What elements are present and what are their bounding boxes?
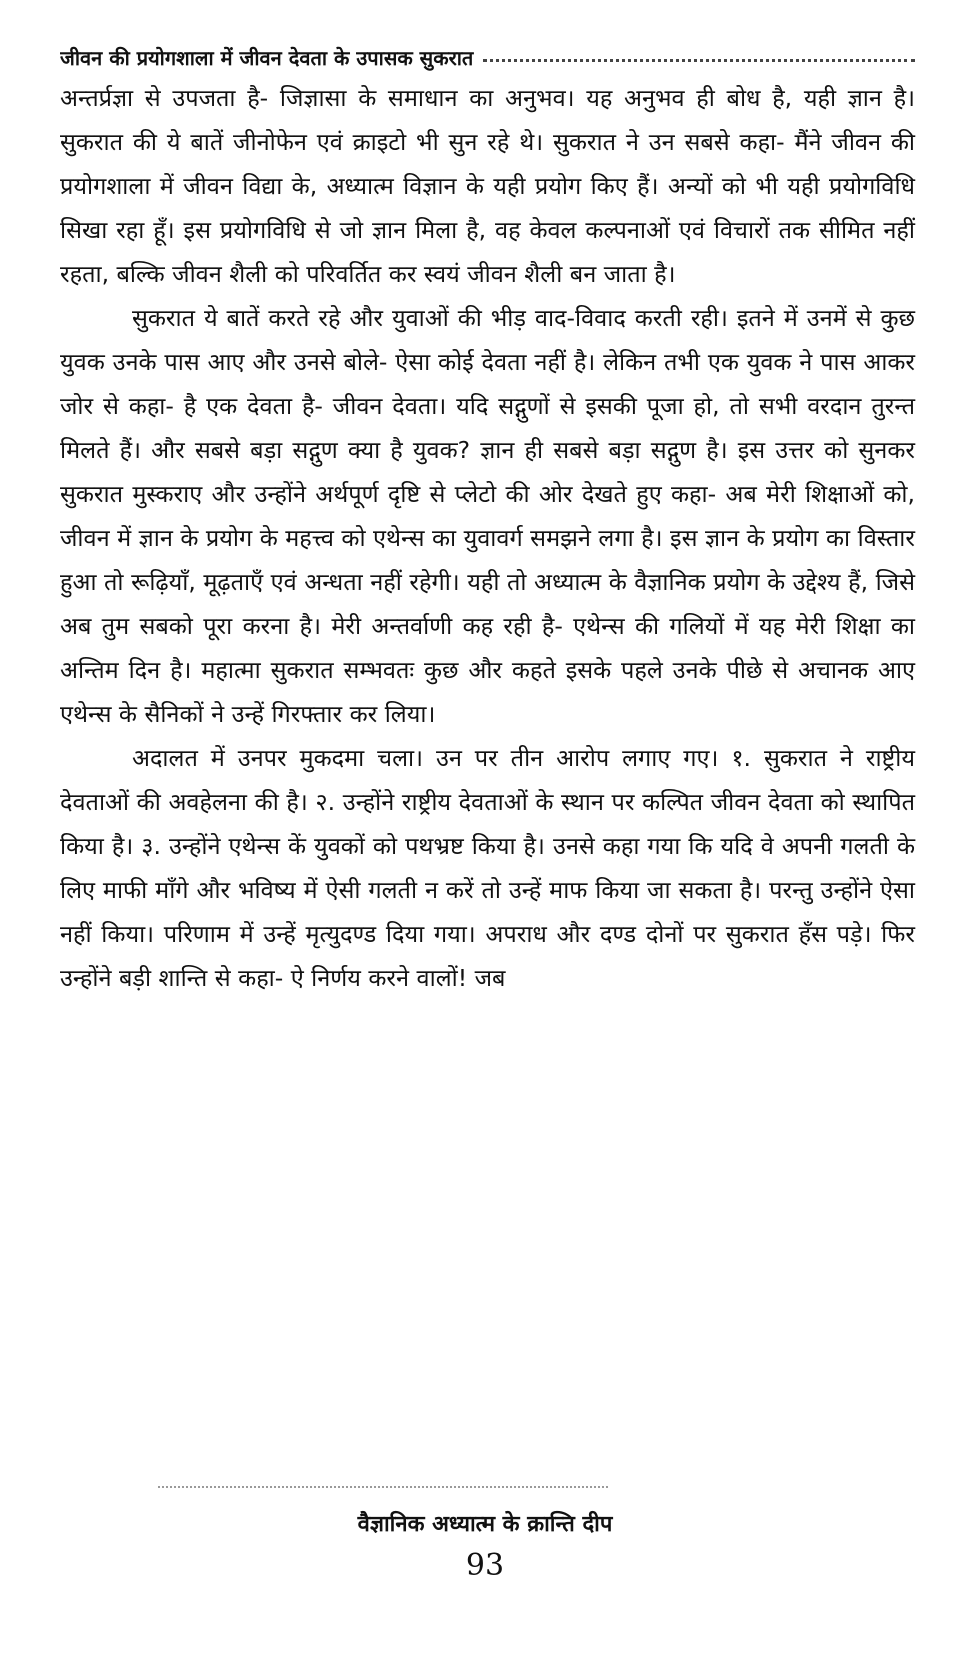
header-dot-leader [483, 59, 915, 62]
footer-dotted-rule [158, 1486, 608, 1488]
paragraph-3: अदालत में उनपर मुकदमा चला। उन पर तीन आरोप लगाए गए। १. सुकरात ने राष्ट्रीय देवताओं की अवहेलना की है। २. उन्होंने राष्ट्रीय देवताओं के स्थान पर कल्पित जीवन देवता को स्थापित किया है। ३. उन्होंने एथेन्स कें युवकों को पथभ्रष्ट किया है। उनसे कहा गया कि यदि वे अपनी गलती के लिए माफी माँगे और भविष्य में ऐसी गलती न करें तो उन्हें माफ किया जा सकता है। परन्तु उन्होंने ऐसा नहीं किया। परिणाम में उन्हें मृत्युदण्ड दिया गया। अपराध और दण्ड दोनों पर सुकरात हँस पड़े। फिर उन्होंने बड़ी शान्ति से कहा- ऐ निर्णय करने वालों! जब [60, 744, 915, 992]
paragraph-2: सुकरात ये बातें करते रहे और युवाओं की भीड़ वाद-विवाद करती रही। इतने में उनमें से कुछ युवक उनके पास आए और उनसे बोले- ऐसा कोई देवता नहीं है। लेकिन तभी एक युवक ने पास आकर जोर से कहा- है एक देवता है- जीवन देवता। यदि सद्गुणों से इसकी पूजा हो, तो सभी वरदान तुरन्त मिलते हैं। और सबसे बड़ा सद्गुण क्या है युवक? ज्ञान ही सबसे बड़ा सद्गुण है। इस उत्तर को सुनकर सुकरात मुस्कराए और उन्होंने अर्थपूर्ण दृष्टि से प्लेटो की ओर देखते हुए कहा- अब मेरी शिक्षाओं को, जीवन में ज्ञान के प्रयोग के महत्त्व को एथेन्स का युवावर्ग समझने लगा है। इस ज्ञान के प्रयोग का विस्तार हुआ तो रूढ़ियाँ, मूढ़ताएँ एवं अन्धता नहीं रहेगी। यही तो अध्यात्म के वैज्ञानिक प्रयोग के उद्देश्य हैं, जिसे अब तुम सबको पूरा करना है। मेरी अन्तर्वाणी कह रही है- एथेन्स की गलियों में यह मेरी शिक्षा का अन्तिम दिन है। महात्मा सुकरात सम्भवतः कुछ और कहते इसके पहले उनके पीछे से अचानक आए एथेन्स के सैनिकों ने उन्हें गिरफ्तार कर लिया। [60, 304, 915, 728]
body-text [60, 76, 915, 1000]
running-header-title: जीवन की प्रयोगशाला में जीवन देवता के उपासक सुकरात [60, 45, 474, 70]
running-header [60, 40, 915, 74]
paragraph-1: अन्तर्प्रज्ञा से उपजता है- जिज्ञासा के समाधान का अनुभव। यह अनुभव ही बोध है, यही ज्ञान है। सुकरात की ये बातें जीनोफेन एवं क्राइटो भी सुन रहे थे। सुकरात ने उन सबसे कहा- मैंने जीवन की प्रयोगशाला में जीवन विद्या के, अध्यात्म विज्ञान के यही प्रयोग किए हैं। अन्यों को भी यही प्रयोगविधि सिखा रहा हूँ। इस प्रयोगविधि से जो ज्ञान मिला है, वह केवल कल्पनाओं एवं विचारों तक सीमित नहीं रहता, बल्कि जीवन शैली को परिवर्तित कर स्वयं जीवन शैली बन जाता है। [60, 84, 915, 288]
page-number: 93 [465, 1548, 505, 1583]
footer-book-title: वैज्ञानिक अध्यात्म के क्रान्ति दीप [357, 1512, 613, 1537]
